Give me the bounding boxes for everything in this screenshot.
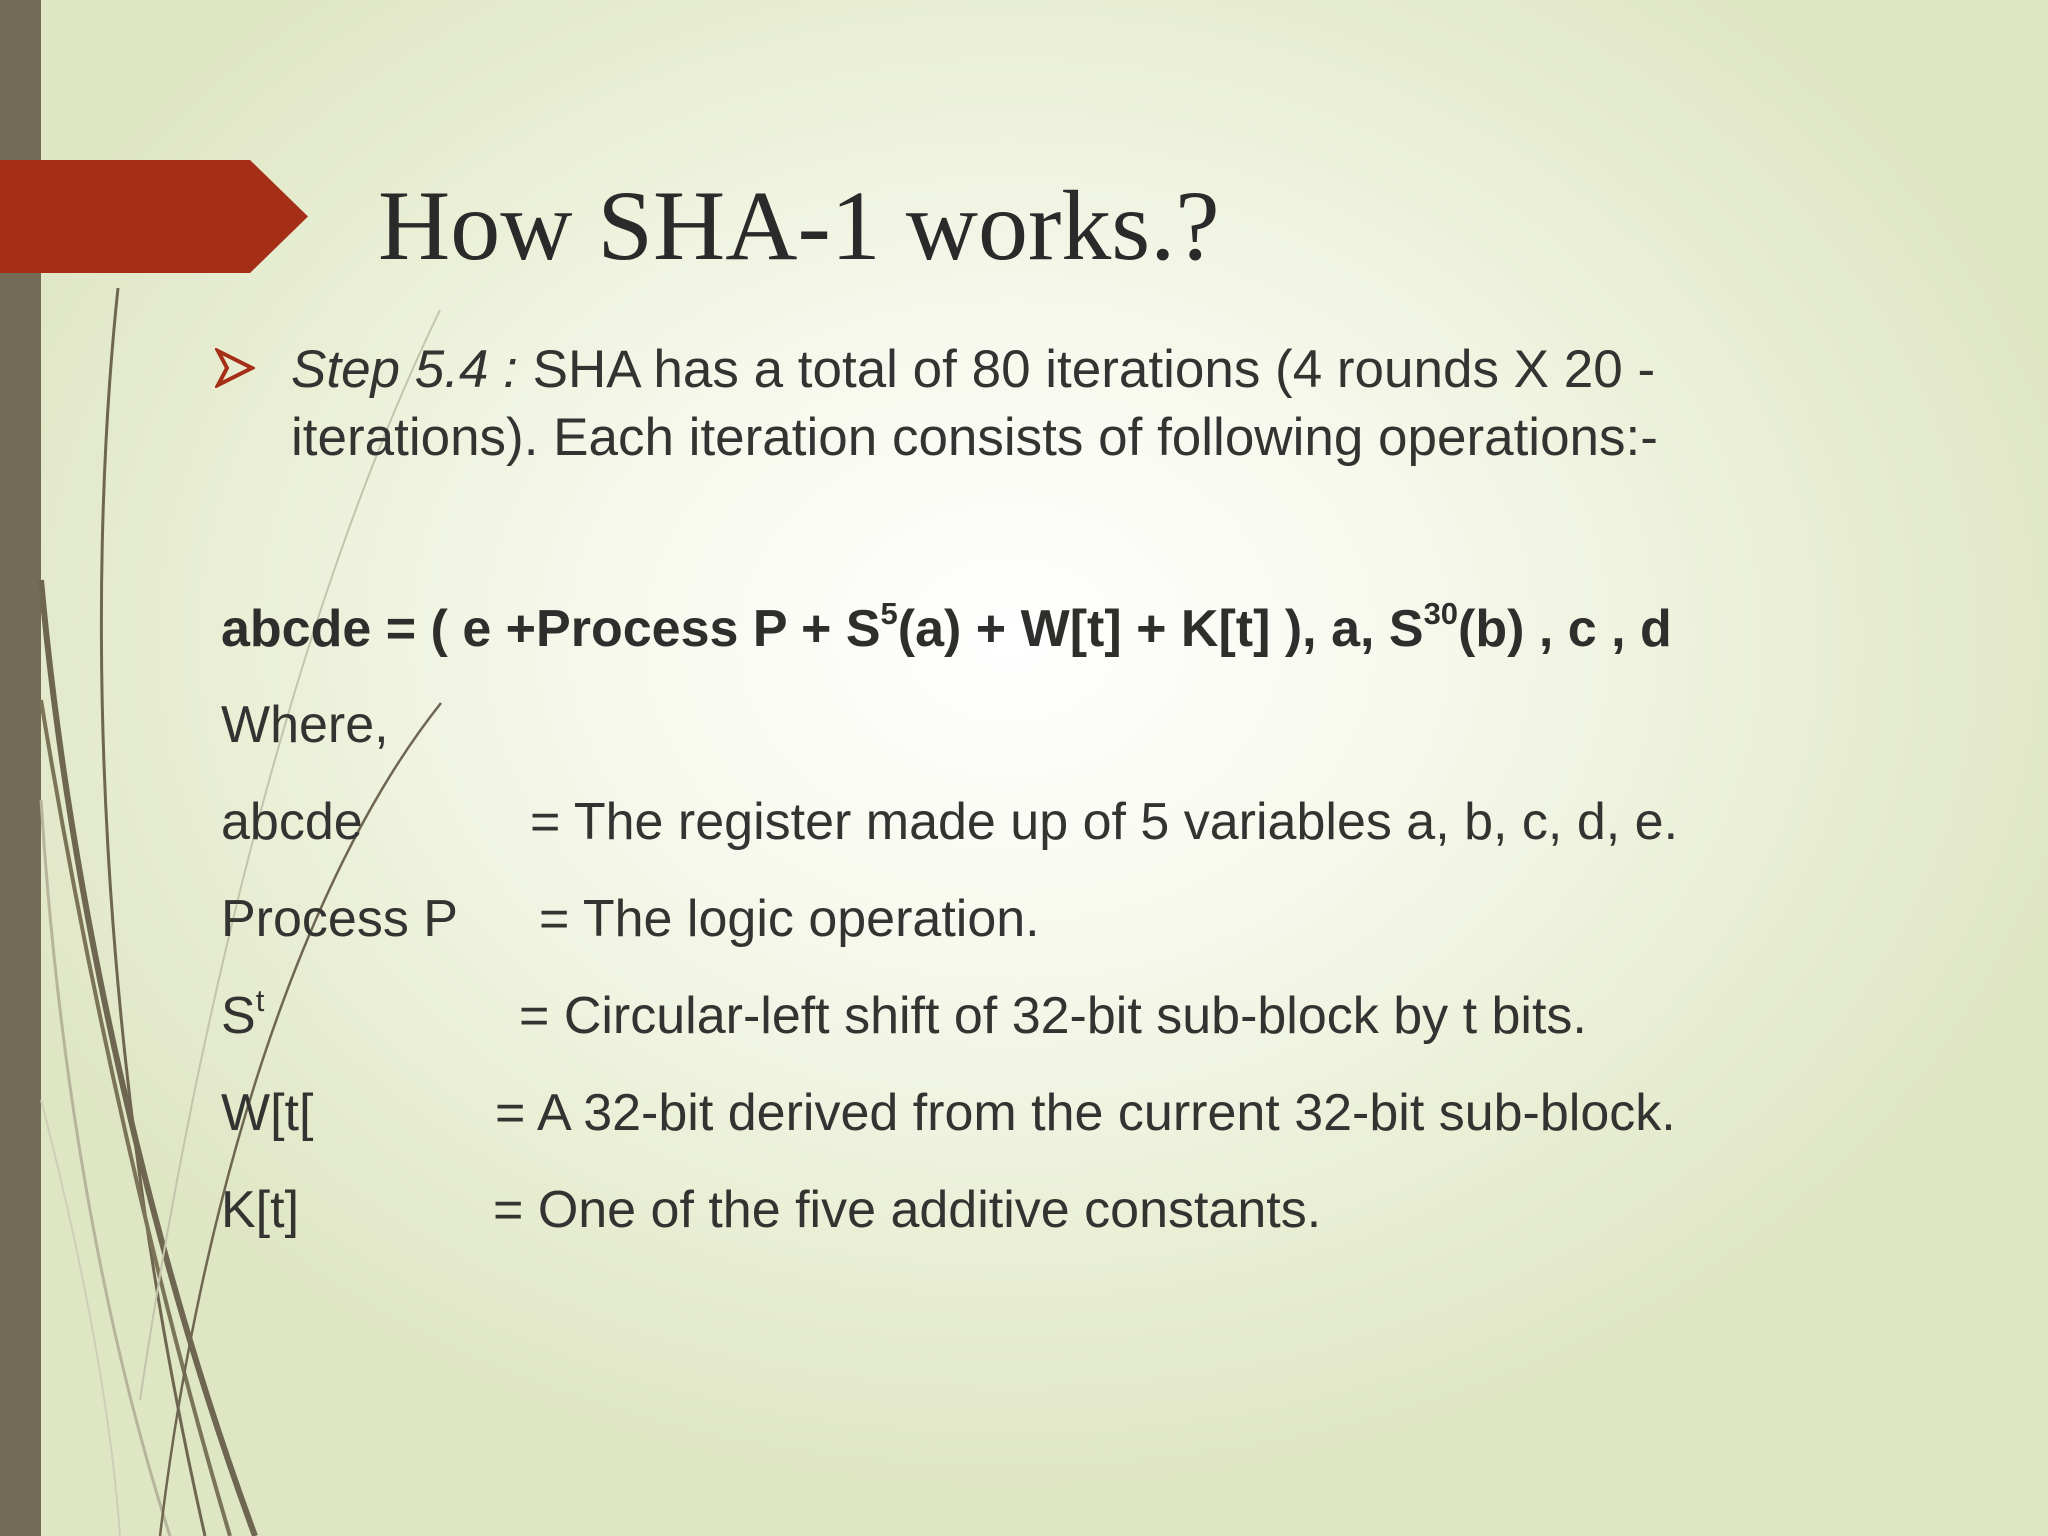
definition-term: Process P <box>221 890 458 948</box>
formula-superscript: 5 <box>880 596 898 631</box>
formula-part: abcde = ( e +Process P + S <box>221 600 881 658</box>
definition-text: = The register made up of 5 variables a, b, c, d, e. <box>530 793 1679 851</box>
definition-term: K[t] <box>221 1181 300 1239</box>
step-description: SHA has a total of 80 iterations (4 rounds X 20 -iterations). Each iteration consists of following operations:- <box>291 340 1658 467</box>
term-superscript: t <box>255 983 265 1018</box>
formula-part: (b) , c , d <box>1458 600 1672 658</box>
where-label: Where, <box>221 696 389 754</box>
definition-text: = The logic operation. <box>539 890 1040 948</box>
arrow-bullet-icon <box>215 348 255 388</box>
formula-superscript: 30 <box>1423 596 1459 631</box>
bullet-text <box>291 336 1831 472</box>
definition-text: = A 32-bit derived from the current 32-bit sub-block. <box>495 1084 1676 1142</box>
definition-text: = Circular-left shift of 32-bit sub-block by t bits. <box>519 987 1587 1045</box>
slide-title: How SHA-1 works.? <box>378 170 1220 281</box>
formula-part: (a) + W[t] + K[t] ), a, S <box>897 600 1424 658</box>
definition-term: W[t[ <box>221 1084 314 1142</box>
definition-text: = One of the five additive constants. <box>493 1181 1322 1239</box>
definition-term: $S^t$ <box>221 983 265 1045</box>
title-arrow-shape <box>0 160 308 273</box>
definition-term: abcde <box>221 793 363 851</box>
step-label: Step 5.4 : <box>291 340 518 399</box>
formula <box>221 596 1672 659</box>
